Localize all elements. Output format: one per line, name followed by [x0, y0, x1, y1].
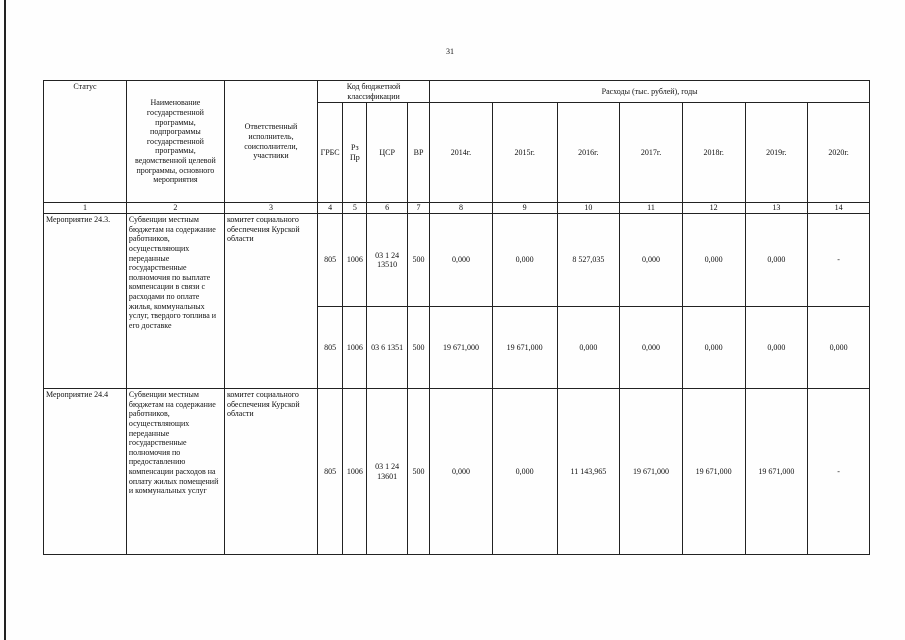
page-number: 31	[446, 47, 454, 56]
column-number: 3	[224, 203, 317, 214]
column-number: 2	[126, 203, 224, 214]
row-responsible: комитет социального обеспечения Курской области	[224, 214, 317, 389]
row-value-2014: 0,000	[430, 389, 493, 555]
row-csr: 03 1 24 13601	[367, 389, 407, 555]
row-value-2017: 0,000	[620, 214, 683, 307]
row-rzpr: 1006	[343, 389, 367, 555]
column-number: 11	[620, 203, 683, 214]
row-grbs: 805	[317, 214, 342, 307]
header-year: 2015г.	[492, 103, 557, 203]
row-vr: 500	[407, 389, 429, 555]
row-status: Мероприятие 24.3.	[44, 214, 127, 389]
column-number: 9	[492, 203, 557, 214]
row-vr: 500	[407, 214, 429, 307]
row-value-2016: 11 143,965	[557, 389, 620, 555]
row-value-2019: 0,000	[745, 214, 808, 307]
column-number: 8	[430, 203, 493, 214]
header-name: Наименование государственной программы, подпрограммы государственной программы, ведомственной целевой программы, основного мероприятия	[126, 81, 224, 203]
row-value-2019: 19 671,000	[745, 389, 808, 555]
row-value-2020: -	[808, 214, 870, 307]
row-name: Субвенции местным бюджетам на содержание работников, осуществляющих переданные государственные полномочия по выплате компенсации в связи с расходами по оплате жилья, коммунальных услуг, твердого топлива и его доставке	[126, 214, 224, 389]
column-number: 14	[808, 203, 870, 214]
row-value-2017: 19 671,000	[620, 389, 683, 555]
row-rzpr: 1006	[343, 214, 367, 307]
header-year: 2018г.	[682, 103, 745, 203]
row-csr: 03 1 24 13510	[367, 214, 407, 307]
table-row	[44, 214, 870, 307]
row-value-2020: -	[808, 389, 870, 555]
row-value-2015: 0,000	[492, 214, 557, 307]
header-vr: ВР	[407, 103, 429, 203]
header-year: 2017г.	[620, 103, 683, 203]
column-number: 7	[407, 203, 429, 214]
row-responsible: комитет социального обеспечения Курской области	[224, 389, 317, 555]
row-csr: 03 6 1351	[367, 307, 407, 389]
column-numbers-row	[44, 203, 870, 214]
column-number: 12	[682, 203, 745, 214]
row-grbs: 805	[317, 307, 342, 389]
row-value-2015: 0,000	[492, 389, 557, 555]
row-value-2020: 0,000	[808, 307, 870, 389]
header-year: 2014г.	[430, 103, 493, 203]
table-header-row	[44, 81, 870, 103]
row-value-2018: 0,000	[682, 307, 745, 389]
header-year: 2020г.	[808, 103, 870, 203]
column-number: 5	[343, 203, 367, 214]
row-value-2018: 19 671,000	[682, 389, 745, 555]
table-row	[44, 389, 870, 555]
header-responsible: Ответственный исполнитель, соисполнители, участники	[224, 81, 317, 203]
row-value-2016: 8 527,035	[557, 214, 620, 307]
row-value-2019: 0,000	[745, 307, 808, 389]
row-value-2018: 0,000	[682, 214, 745, 307]
row-value-2017: 0,000	[620, 307, 683, 389]
header-rzpr: Рз Пр	[343, 103, 367, 203]
page-left-edge	[4, 0, 6, 640]
row-value-2015: 19 671,000	[492, 307, 557, 389]
row-grbs: 805	[317, 389, 342, 555]
header-expenses: Расходы (тыс. рублей), годы	[430, 81, 870, 103]
column-number: 4	[317, 203, 342, 214]
header-csr: ЦСР	[367, 103, 407, 203]
row-value-2014: 19 671,000	[430, 307, 493, 389]
row-name: Субвенции местным бюджетам на содержание работников, осуществляющих переданные государственные полномочия по предоставлению компенсации расходов на оплату жилых помещений и коммунальных услуг	[126, 389, 224, 555]
header-status: Статус	[44, 81, 127, 203]
header-grbs: ГРБС	[317, 103, 342, 203]
row-value-2016: 0,000	[557, 307, 620, 389]
row-value-2014: 0,000	[430, 214, 493, 307]
header-year: 2016г.	[557, 103, 620, 203]
row-status: Мероприятие 24.4	[44, 389, 127, 555]
header-budget-code: Код бюджетной классификации	[317, 81, 429, 103]
column-number: 10	[557, 203, 620, 214]
column-number: 6	[367, 203, 407, 214]
header-year: 2019г.	[745, 103, 808, 203]
row-rzpr: 1006	[343, 307, 367, 389]
column-number: 1	[44, 203, 127, 214]
row-vr: 500	[407, 307, 429, 389]
budget-expenses-table	[43, 80, 870, 555]
column-number: 13	[745, 203, 808, 214]
